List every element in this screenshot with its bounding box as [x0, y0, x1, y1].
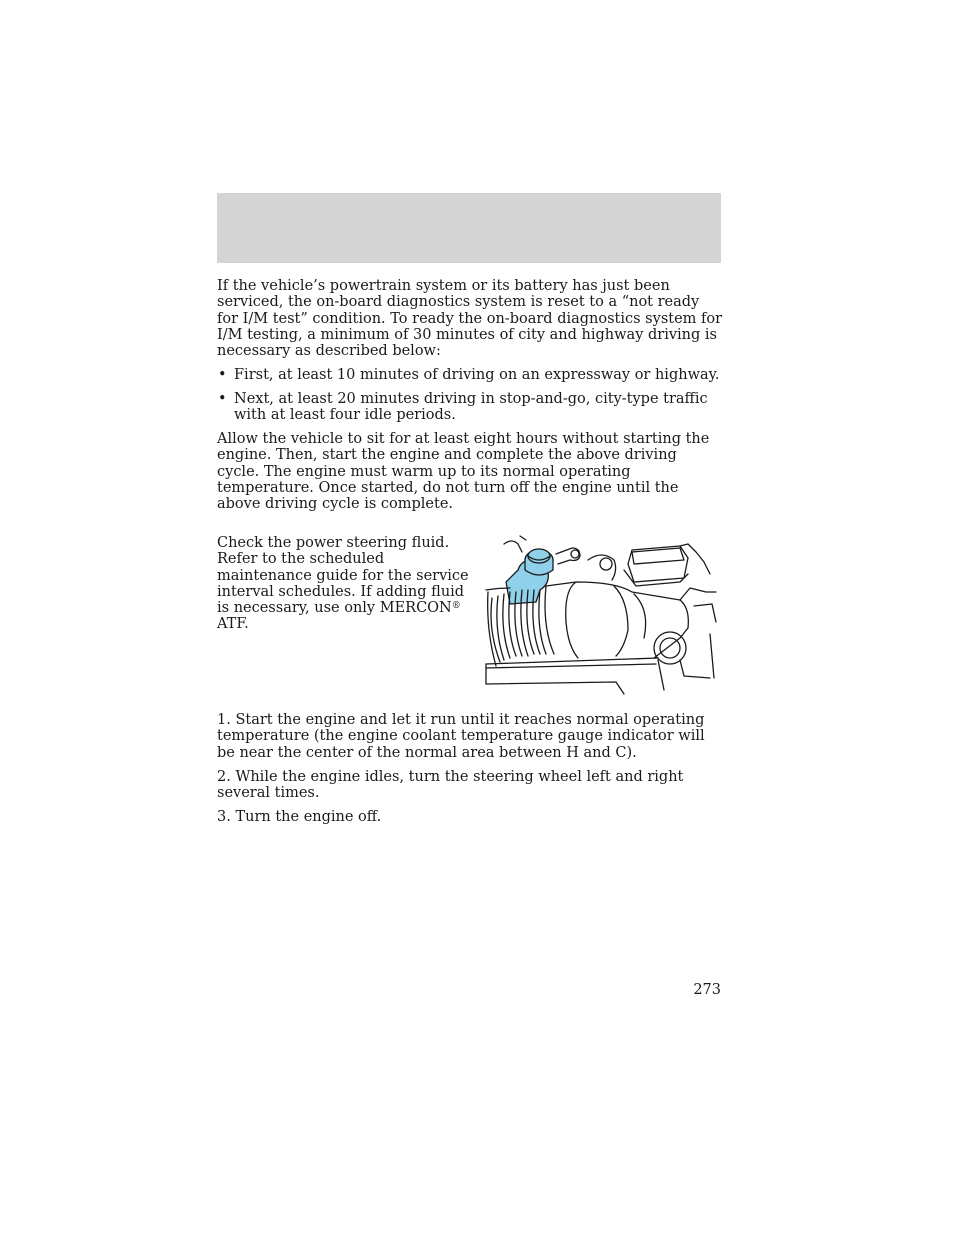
step-1-paragraph: 1. Start the engine and let it run until it reaches normal operating temperature (the engine coolant temperature gauge indicator will be near the center of the normal area between H and C). [217, 712, 705, 761]
registered-mark: ® [451, 601, 461, 612]
allow-paragraph: Allow the vehicle to sit for at least eight hours without starting the engine. Then, start the engine and complete the above driving cycle. The engine must warm up to its normal operating temperature. Once started, do not turn off the engine until the above driving cycle is complete. [217, 431, 710, 513]
step-3-paragraph: 3. Turn the engine off. [217, 809, 382, 825]
step-2-paragraph: 2. While the engine idles, turn the steering wheel left and right several times. [217, 769, 684, 802]
power-steering-check-paragraph: Check the power steering fluid. Refer to the scheduled maintenance guide for the service interval schedules. If adding fluid is necessary, use only MERCON® ATF. [217, 535, 469, 633]
page-number: 273 [693, 982, 721, 998]
bullet-icon: • [218, 367, 227, 383]
driving-cycle-list [217, 367, 723, 431]
list-item: • First, at least 10 minutes of driving on an expressway or highway. [218, 367, 720, 383]
bullet-icon: • [218, 390, 227, 407]
section-header-band [217, 193, 721, 263]
list-item: • Next, at least 20 minutes driving in stop-and-go, city-type traffic with at least four idle periods. [218, 390, 708, 424]
intro-paragraph: If the vehicle’s powertrain system or its battery has just been serviced, the on-board diagnostics system is reset to a “not ready for I/M test” condition. To ready the on-board diagnostics system for I/M testing, a minimum of 30 minutes of city and highway driving is necessary as described below: [217, 278, 723, 360]
power-steering-reservoir-illustration [484, 530, 720, 698]
